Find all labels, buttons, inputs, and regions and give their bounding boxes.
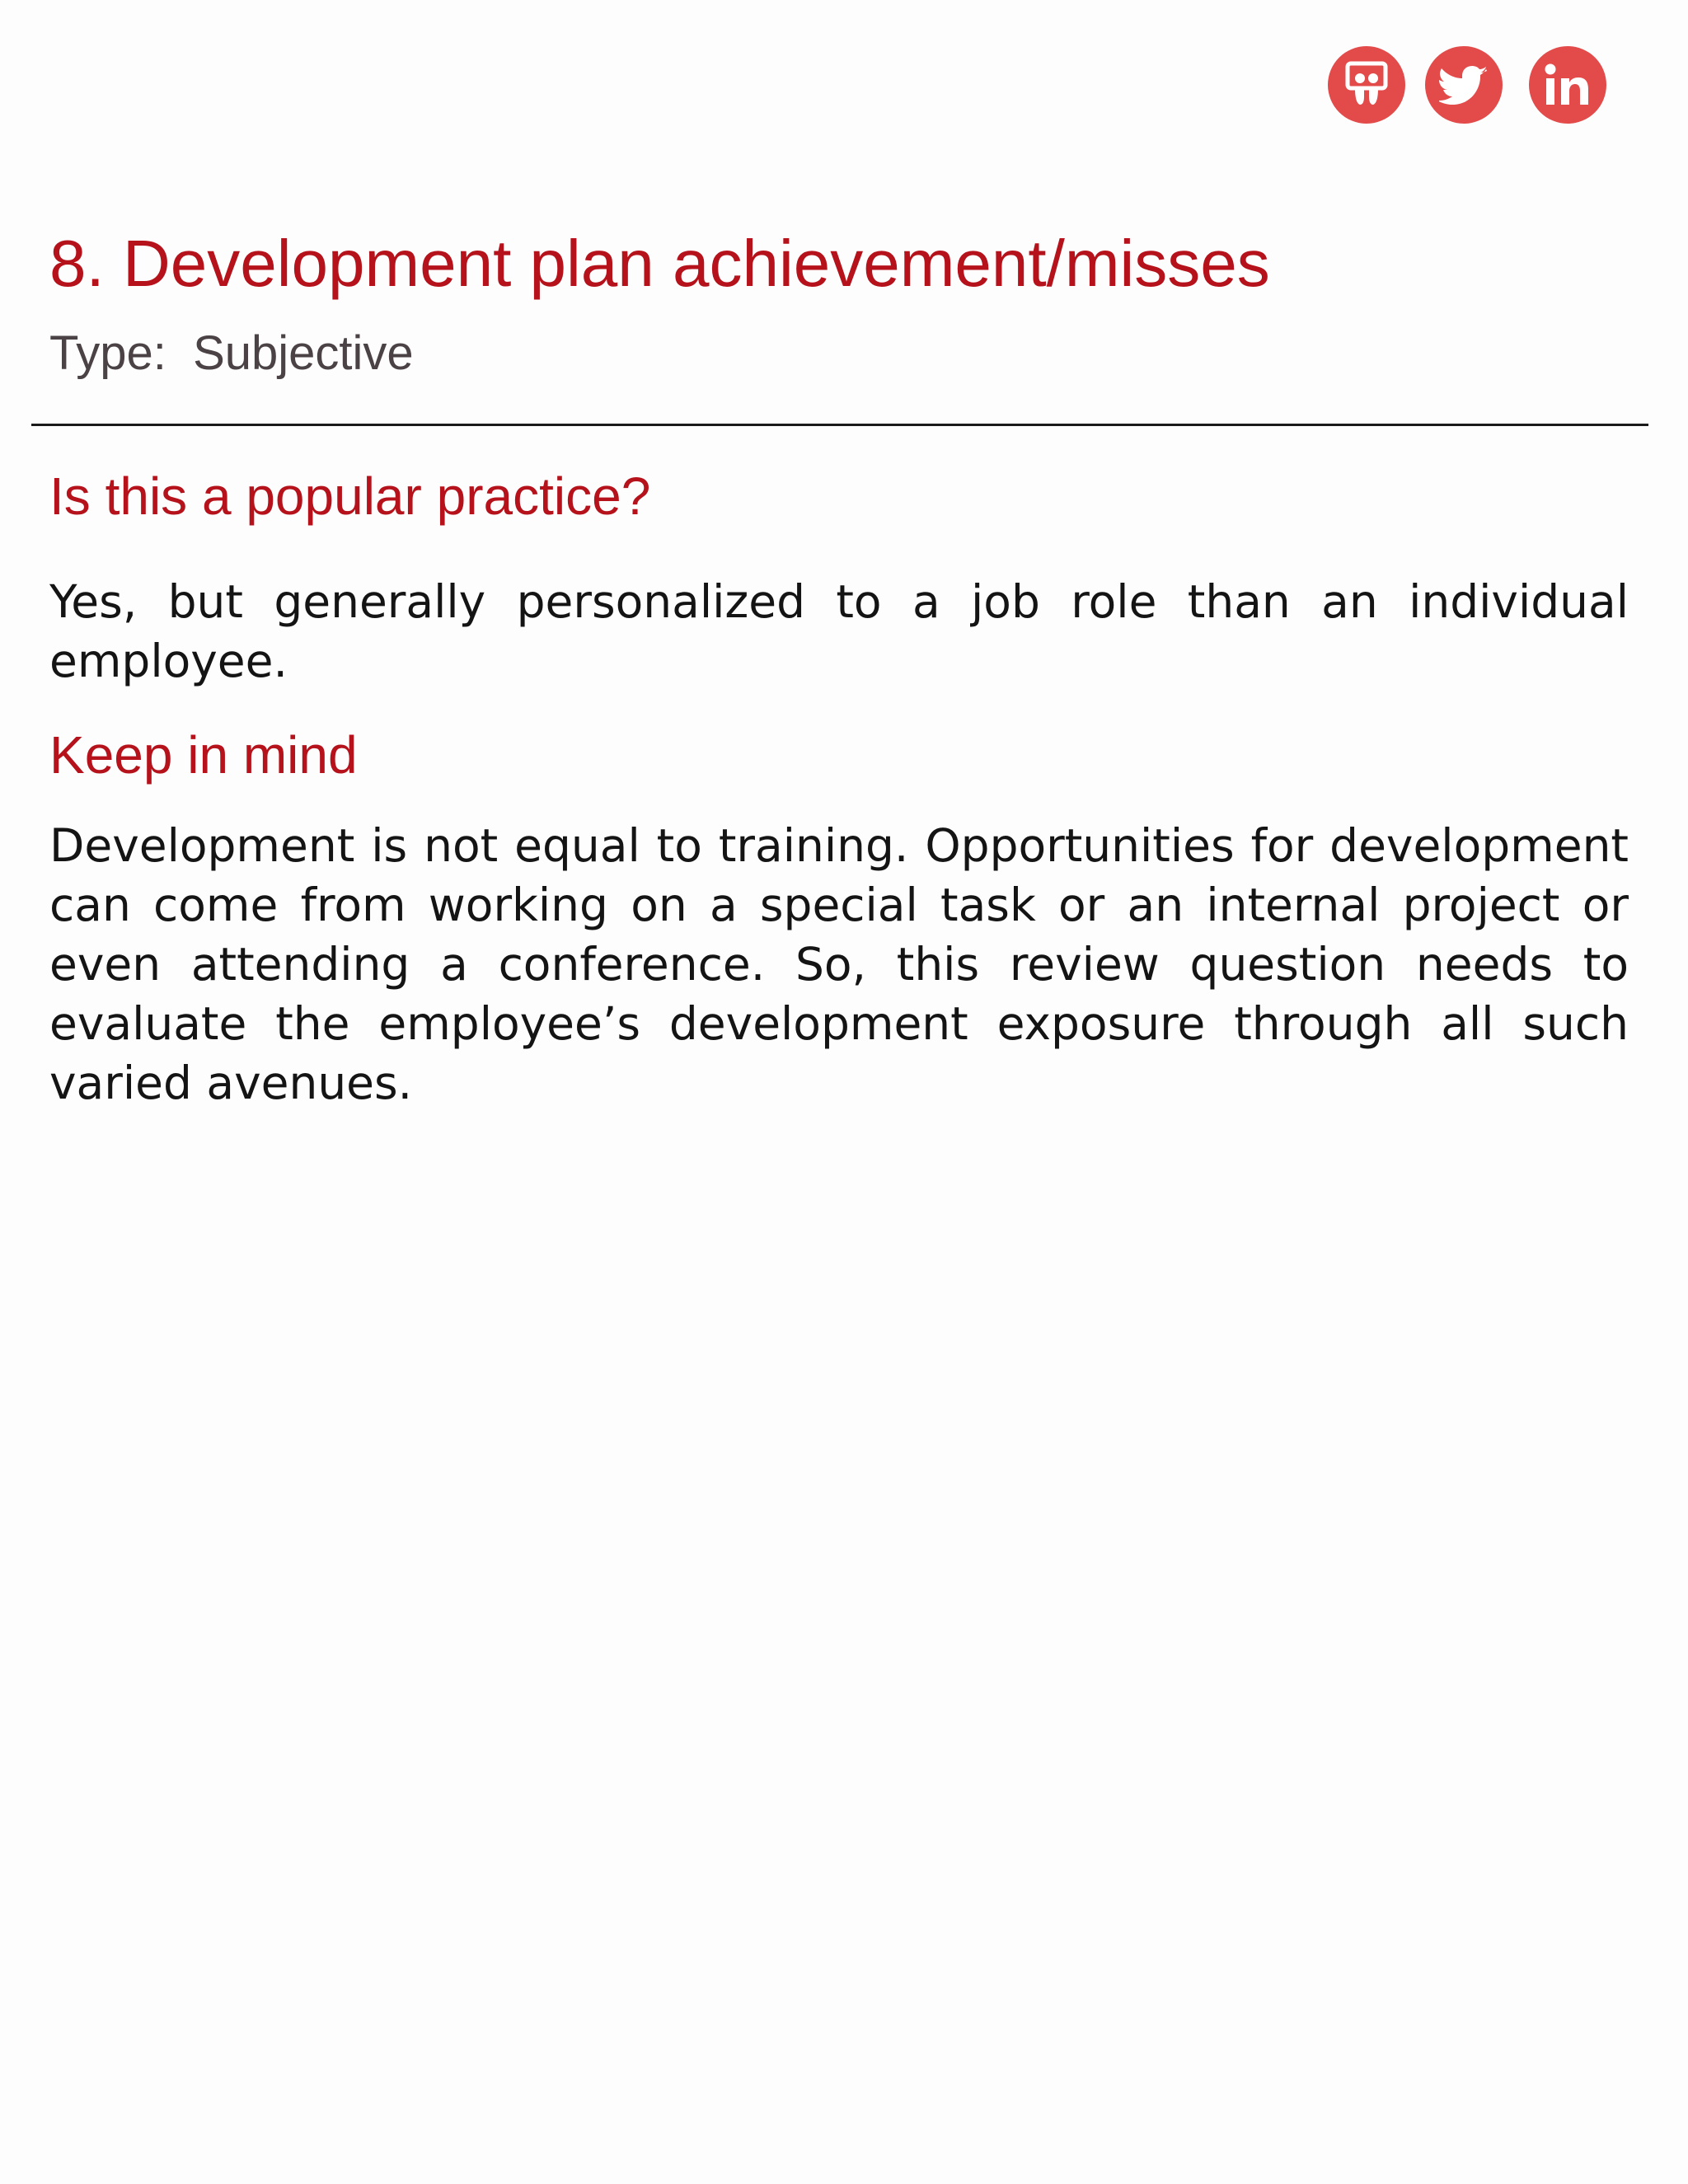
twitter-icon[interactable]: [1425, 46, 1503, 124]
linkedin-icon[interactable]: [1529, 46, 1606, 124]
divider: [31, 424, 1648, 426]
page-title: 8. Development plan achievement/misses: [49, 227, 1270, 300]
twitter-bird-glyph: [1439, 64, 1489, 105]
section-body-popular-practice: Yes, but generally personalized to a job role than an individual employee.: [49, 575, 1629, 687]
section-body-keep-in-mind: Development is not equal to training. Opportunities for development can come from working on a special task or an internal project or even attending a conference. So, this review question needs to evaluate the employee’s development exposure through all such varied avenues.: [49, 819, 1629, 1109]
slideshare-glyph: [1343, 60, 1390, 110]
social-links: [1328, 46, 1608, 124]
slideshare-icon[interactable]: [1328, 46, 1405, 124]
section-heading-popular-practice: Is this a popular practice?: [49, 466, 651, 526]
section-heading-keep-in-mind: Keep in mind: [49, 725, 358, 785]
question-type: Type: Subjective: [49, 326, 414, 380]
linkedin-glyph: [1543, 62, 1592, 108]
